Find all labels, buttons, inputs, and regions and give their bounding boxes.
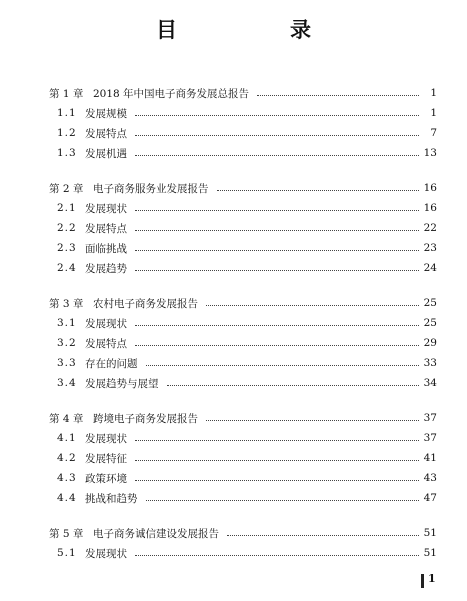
toc-section-entry[interactable] [57,489,437,507]
toc-section-entry[interactable] [57,469,437,487]
dot-leader [135,249,419,251]
toc-entry-title: 面临挑战 [85,242,127,255]
toc-entry-page-number: 43 [423,472,437,484]
toc-entry-number: 2.3 [57,242,77,254]
toc-entry-title: 发展趋势与展望 [85,377,159,390]
toc-section-entry[interactable] [57,124,437,142]
toc-entry-number: 4.2 [57,452,77,464]
toc-entry-number: 4.3 [57,472,77,484]
toc-entry-page-number: 41 [423,452,437,464]
dot-leader [227,534,419,536]
toc-entry-number: 2.4 [57,262,77,274]
toc-entry-title: 发展规模 [85,107,127,120]
toc-entry-number: 3.2 [57,337,77,349]
toc-entry-number: 3.3 [57,357,77,369]
toc-entry-page-number: 25 [423,317,437,329]
dot-leader [206,419,419,421]
toc-entry-title: 发展趋势 [85,262,127,275]
toc-entry-page-number: 51 [423,547,437,559]
toc-entry-title: 电子商务服务业发展报告 [93,182,209,195]
toc-entry-title: 政策环境 [85,472,127,485]
toc-section-entry[interactable] [57,354,437,372]
footer-marker [421,574,424,588]
toc-entry-title: 发展特点 [85,127,127,140]
toc-entry-page-number: 37 [423,432,437,444]
toc-entry-title: 发展现状 [85,202,127,215]
toc-entry-page-number: 1 [430,87,437,99]
toc-entry-number: 第 2 章 [49,182,84,195]
toc-entry-page-number: 51 [423,527,437,539]
toc-entry-title: 农村电子商务发展报告 [93,297,198,310]
toc-section-entry[interactable] [57,199,437,217]
toc-entry-title: 发展机遇 [85,147,127,160]
toc-entry-title: 发展现状 [85,317,127,330]
toc-entry-number: 2.2 [57,222,77,234]
toc-chapter-entry[interactable] [49,179,437,197]
toc-section-entry[interactable] [57,544,437,562]
dot-leader [135,459,419,461]
dot-leader [206,304,419,306]
toc-chapter-entry[interactable] [49,524,437,542]
toc-section-entry[interactable] [57,429,437,447]
toc-entry-page-number: 24 [423,262,437,274]
toc-section-entry[interactable] [57,219,437,237]
toc-entry-number: 2.1 [57,202,77,214]
toc-entry-title: 发展特点 [85,222,127,235]
dot-leader [135,324,419,326]
dot-leader [257,94,419,96]
toc-section-entry[interactable] [57,314,437,332]
dot-leader [217,189,420,191]
dot-leader [135,344,419,346]
dot-leader [167,384,420,386]
toc-entry-number: 3.4 [57,377,77,389]
toc-entry-number: 第 3 章 [49,297,84,310]
toc-entry-page-number: 34 [423,377,437,389]
toc-entry-number: 4.1 [57,432,77,444]
toc-chapter-entry[interactable] [49,409,437,427]
toc-entry-title: 挑战和趋势 [85,492,138,505]
dot-leader [135,439,419,441]
toc-entry-title: 电子商务诚信建设发展报告 [93,527,219,540]
dot-leader [135,269,419,271]
toc-section-entry[interactable] [57,144,437,162]
toc-entry-page-number: 23 [423,242,437,254]
toc-section-entry[interactable] [57,374,437,392]
toc-entry-title: 存在的问题 [85,357,138,370]
dot-leader [135,114,419,116]
toc-entry-number: 3.1 [57,317,77,329]
toc-entry-title: 跨境电子商务发展报告 [93,412,198,425]
toc-entry-page-number: 37 [423,412,437,424]
toc-entry-page-number: 22 [423,222,437,234]
toc-section-entry[interactable] [57,259,437,277]
toc-entry-title: 发展现状 [85,432,127,445]
toc-entry-title: 发展现状 [85,547,127,560]
dot-leader [135,154,419,156]
toc-chapter-entry[interactable] [49,294,437,312]
toc-entry-page-number: 25 [423,297,437,309]
toc-entry-page-number: 16 [423,182,437,194]
toc-entry-number: 第 5 章 [49,527,84,540]
toc-entry-number: 1.2 [57,127,77,139]
toc-section-entry[interactable] [57,104,437,122]
toc-entry-number: 第 4 章 [49,412,84,425]
toc-entry-number: 1.1 [57,107,77,119]
dot-leader [135,479,419,481]
toc-entry-page-number: 7 [430,127,437,139]
toc-entry-page-number: 47 [423,492,437,504]
page-title: 目 录 [156,17,357,42]
toc-entry-number: 1.3 [57,147,77,159]
dot-leader [135,209,419,211]
dot-leader [146,499,420,501]
dot-leader [146,364,420,366]
toc-entry-title: 发展特征 [85,452,127,465]
toc-entry-number: 5.1 [57,547,77,559]
toc-entry-page-number: 16 [423,202,437,214]
toc-entry-page-number: 1 [430,107,437,119]
toc-entry-page-number: 33 [423,357,437,369]
dot-leader [135,134,419,136]
toc-entry-number: 第 1 章 [49,87,84,100]
toc-section-entry[interactable] [57,334,437,352]
dot-leader [135,554,419,556]
toc-entry-title: 2018 年中国电子商务发展总报告 [93,87,250,100]
toc-section-entry[interactable] [57,449,437,467]
toc-entry-page-number: 29 [423,337,437,349]
toc-entry-page-number: 13 [423,147,437,159]
toc-entry-number: 4.4 [57,492,77,504]
toc-section-entry[interactable] [57,239,437,257]
footer-page-number: 1 [428,572,436,585]
toc-chapter-entry[interactable] [49,84,437,102]
dot-leader [135,229,419,231]
toc-entry-title: 发展特点 [85,337,127,350]
